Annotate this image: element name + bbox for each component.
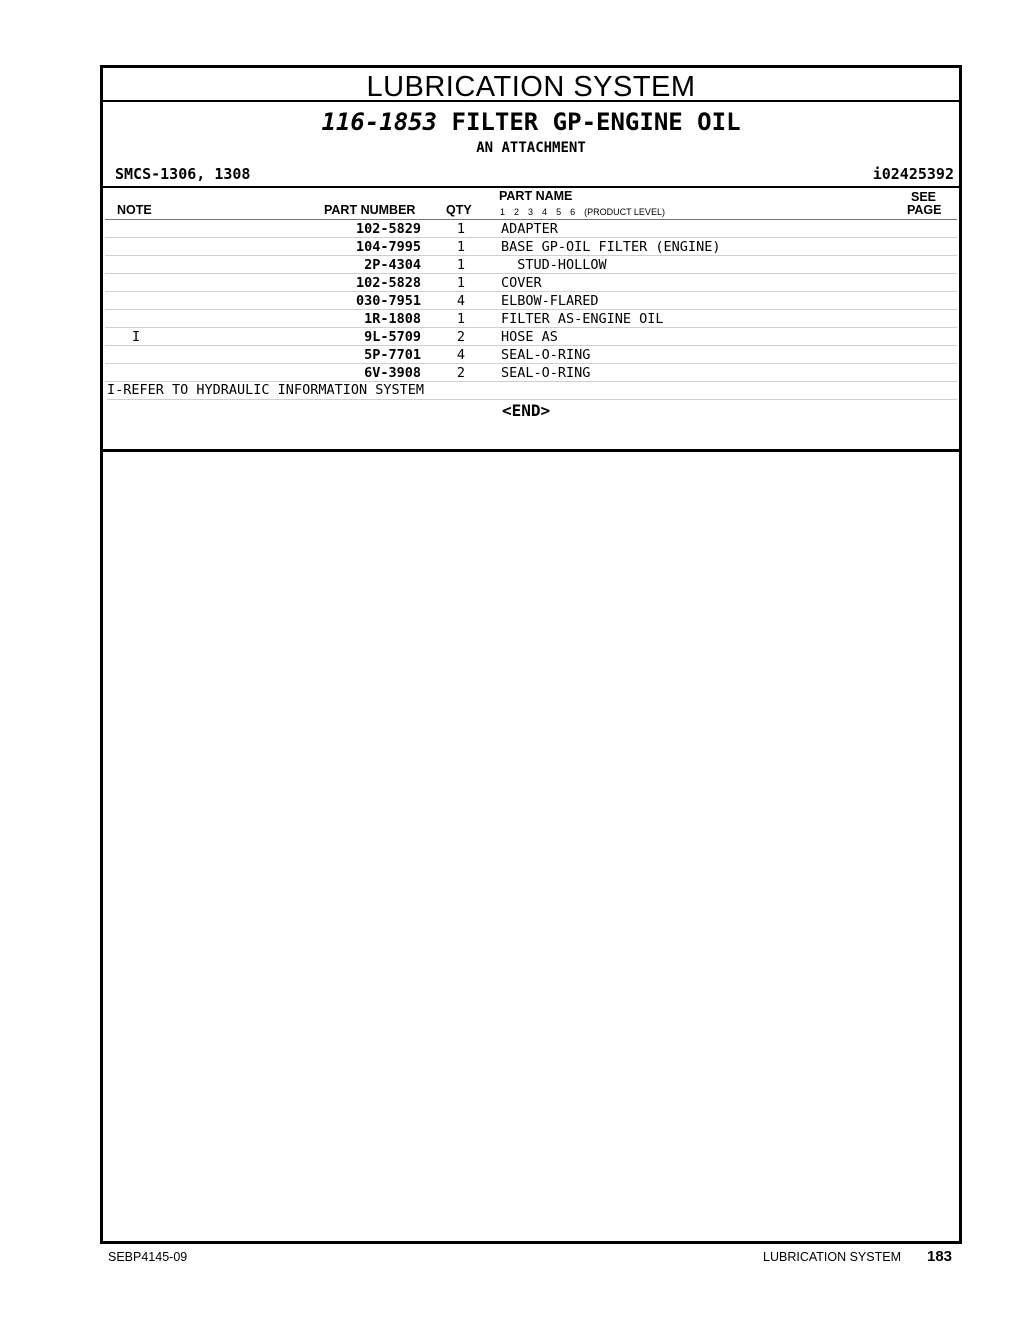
row-part-number: 9L-5709: [364, 329, 421, 345]
level-1: 1: [500, 207, 506, 217]
group-title: [103, 108, 959, 136]
product-level-label: (PRODUCT LEVEL): [584, 207, 665, 217]
row-qty: 2: [456, 329, 466, 345]
level-2: 2: [514, 207, 520, 217]
table-row: [105, 256, 957, 274]
group-name: FILTER GP-ENGINE OIL: [451, 108, 741, 136]
table-row: [105, 220, 957, 238]
row-part-number: 104-7995: [355, 239, 421, 255]
level-6: 6: [570, 207, 576, 217]
illustration-id: i02425392: [872, 165, 954, 183]
row-part-name: SEAL-O-RING: [501, 347, 591, 363]
table-row: [105, 310, 957, 328]
footer-page-number: 183: [927, 1248, 953, 1265]
row-part-name: STUD-HOLLOW: [501, 257, 607, 273]
row-part-name: ELBOW-FLARED: [501, 293, 599, 309]
row-part-name: HOSE AS: [501, 329, 558, 345]
row-part-name: COVER: [501, 275, 542, 291]
group-subtitle: AN ATTACHMENT: [476, 140, 586, 156]
row-part-number: 102-5828: [355, 275, 421, 291]
header-part-number: PART NUMBER: [324, 203, 416, 217]
header-note: NOTE: [117, 203, 152, 217]
level-3: 3: [528, 207, 534, 217]
footer-section: LUBRICATION SYSTEM: [763, 1250, 901, 1264]
row-part-name: SEAL-O-RING: [501, 365, 591, 381]
table-row: [105, 328, 957, 346]
group-number: 116-1853: [321, 108, 438, 136]
row-qty: 2: [456, 365, 466, 381]
section-title: LUBRICATION SYSTEM: [103, 68, 959, 102]
row-part-name: ADAPTER: [501, 221, 558, 237]
header-divider: [103, 186, 959, 188]
row-part-number: 102-5829: [355, 221, 421, 237]
row-part-number: 030-7951: [355, 293, 421, 309]
table-row: [105, 274, 957, 292]
header-page: PAGE: [907, 203, 942, 217]
section-end-rule: [103, 449, 959, 452]
header-part-name: PART NAME: [499, 189, 573, 203]
level-5: 5: [556, 207, 562, 217]
table-row: [105, 238, 957, 256]
smcs-codes: SMCS-1306, 1308: [115, 165, 251, 183]
row-part-number: 2P-4304: [364, 257, 421, 273]
footnote: I-REFER TO HYDRAULIC INFORMATION SYSTEM: [107, 382, 957, 400]
product-levels: [500, 207, 674, 217]
header-qty: QTY: [446, 203, 472, 217]
row-qty: 4: [456, 347, 466, 363]
row-qty: 4: [456, 293, 466, 309]
row-qty: 1: [456, 221, 466, 237]
row-part-name: BASE GP-OIL FILTER (ENGINE): [501, 239, 721, 255]
row-qty: 1: [456, 275, 466, 291]
row-part-number: 5P-7701: [364, 347, 421, 363]
row-part-name: FILTER AS-ENGINE OIL: [501, 311, 664, 327]
header-see: SEE: [911, 190, 937, 204]
row-qty: 1: [456, 257, 466, 273]
row-qty: 1: [456, 239, 466, 255]
row-part-number: 1R-1808: [364, 311, 421, 327]
table-row: [105, 364, 957, 382]
level-4: 4: [542, 207, 548, 217]
row-note: I: [132, 329, 141, 345]
footer-doc-id: SEBP4145-09: [108, 1250, 188, 1264]
row-qty: 1: [456, 311, 466, 327]
parts-page-frame: [100, 65, 962, 1244]
row-part-number: 6V-3908: [364, 365, 421, 381]
end-marker: <END>: [502, 401, 551, 420]
table-row: [105, 292, 957, 310]
table-row: [105, 346, 957, 364]
